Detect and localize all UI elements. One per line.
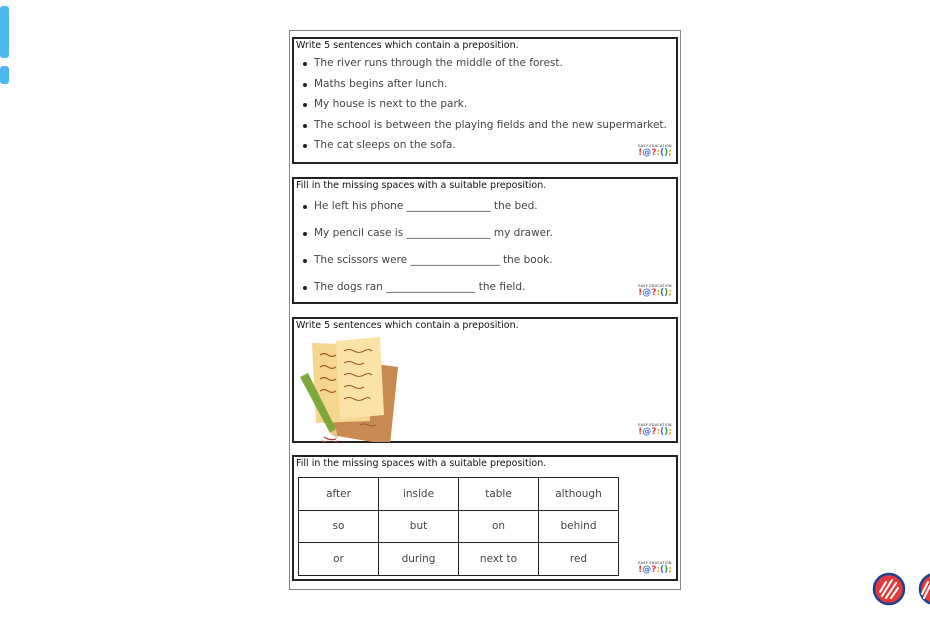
word-cell: although [539, 478, 619, 511]
word-cell: table [459, 478, 539, 511]
sentence-list [302, 200, 553, 308]
corner-exclamation-mark [0, 6, 10, 84]
sentence-list [302, 57, 667, 160]
easy-education-logo: EASY EDUCATION !@?:(); [638, 284, 672, 298]
word-cell: on [459, 510, 539, 543]
list-item: The school is between the playing fields and the new supermarket. [302, 119, 667, 140]
fill-in-card-2 [292, 177, 678, 304]
list-item: My house is next to the park. [302, 98, 667, 119]
sentence-card-3 [292, 317, 678, 443]
word-cell: or [299, 543, 379, 576]
list-item: My pencil case is ________________ my drawer. [302, 227, 553, 254]
easy-education-logo: EASY EDUCATION !@?:(); [638, 423, 672, 437]
word-cell: behind [539, 510, 619, 543]
list-item: He left his phone ________________ the bed. [302, 200, 553, 227]
word-bank-card-4 [292, 455, 678, 581]
paper-scroll-quill-icon [298, 337, 408, 442]
table-row [299, 543, 619, 576]
word-cell: inside [379, 478, 459, 511]
table-row [299, 478, 619, 511]
word-cell: so [299, 510, 379, 543]
word-cell: but [379, 510, 459, 543]
card-title: Fill in the missing spaces with a suitable preposition. [296, 458, 547, 469]
list-item: The dogs ran _________________ the field. [302, 281, 553, 308]
sentence-card-1 [292, 37, 678, 164]
word-cell: after [299, 478, 379, 511]
word-cell: during [379, 543, 459, 576]
list-item: Maths begins after lunch. [302, 78, 667, 99]
scribble-badge-icon[interactable] [872, 572, 906, 606]
scribble-badge-icon[interactable] [918, 572, 930, 606]
word-cell: red [539, 543, 619, 576]
easy-education-logo: EASY EDUCATION !@?:(); [638, 561, 672, 575]
list-item: The scissors were _________________ the book. [302, 254, 553, 281]
card-title: Write 5 sentences which contain a preposition. [296, 320, 519, 331]
table-row [299, 510, 619, 543]
list-item: The cat sleeps on the sofa. [302, 139, 667, 160]
word-cell: next to [459, 543, 539, 576]
card-title: Write 5 sentences which contain a preposition. [296, 40, 519, 51]
worksheet-page [289, 30, 681, 590]
list-item: The river runs through the middle of the forest. [302, 57, 667, 78]
card-title: Fill in the missing spaces with a suitable preposition. [296, 180, 547, 191]
easy-education-logo: EASY EDUCATION !@?:(); [638, 144, 672, 158]
word-bank-table [298, 477, 619, 576]
